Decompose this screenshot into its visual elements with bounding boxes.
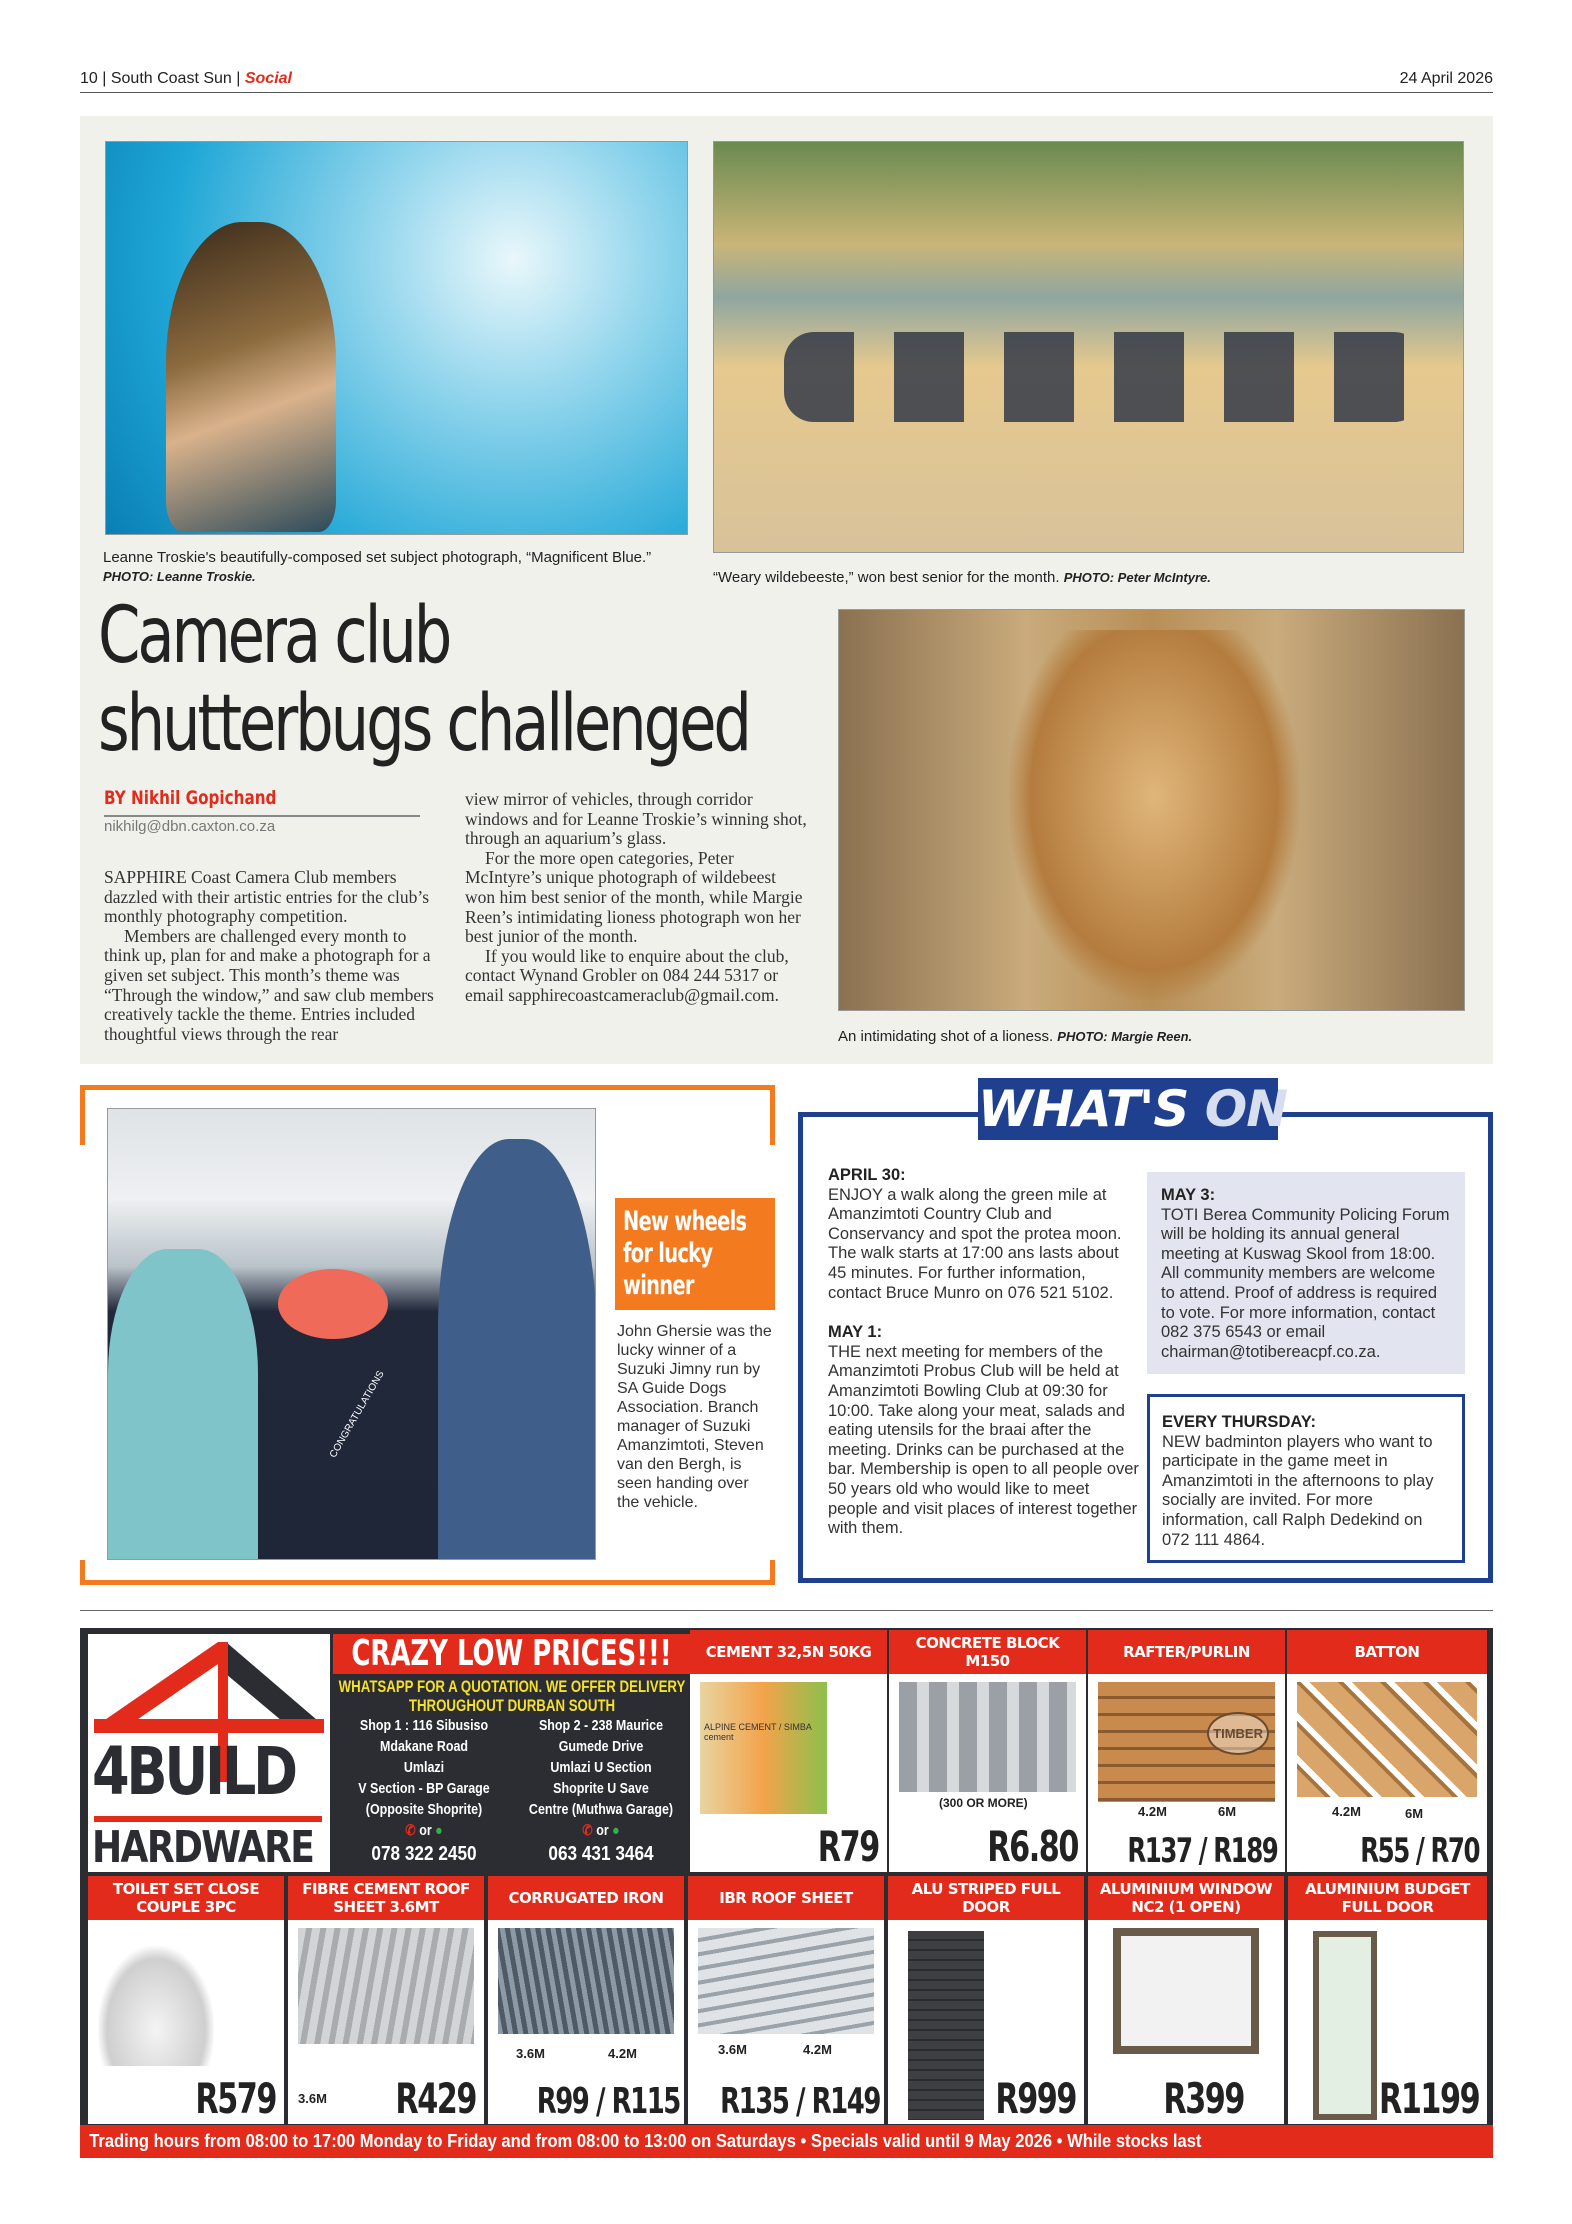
headline-line1: Camera club (98, 591, 450, 681)
shop2-phone[interactable]: 063 431 3464 (548, 1843, 654, 1865)
product-fibre-cement-sheet: FIBRE CEMENT ROOF SHEET 3.6MT 3.6M R429 (288, 1876, 484, 2124)
paper-name: South Coast Sun (110, 70, 232, 87)
byline-rule (104, 815, 420, 817)
photo-car-handover (107, 1108, 596, 1560)
paragraph: view mirror of vehicles, through corridor windows and for Leanne Troskie’s winning shot, through an aquarium’s glass. (465, 789, 807, 849)
paragraph: If you would like to enquire about the club, contact Wynand Grobler on 084 244 5317 or email sapphirecoastcameraclub@gmail.com. (465, 945, 789, 1005)
product-alu-door: ALU STRIPED FULL DOOR R999 (888, 1876, 1084, 2124)
section-divider (80, 1610, 1493, 1611)
event-may-3: MAY 3: TOTI Berea Community Policing Forum will be holding its annual general meeting at Kuswag Skool from 18:00. All community members are welcome to attend. Proof of address is required to vote. For more information, contact 082 375 6543 or email chairman@totibereacpf.co.za. (1147, 1172, 1465, 1374)
product-budget-door: ALUMINIUM BUDGET FULL DOOR R1199 (1288, 1876, 1487, 2124)
product-toilet: TOILET SET CLOSE COUPLE 3PC R579 (88, 1876, 284, 2124)
photo-wildebeest (713, 141, 1464, 553)
ad-footer-bar (80, 2125, 1493, 2158)
event-april-30: APRIL 30: ENJOY a walk along the green mile at Amanzimtoti Country Club and Conservancy and spot the protea moon. The walk starts at 17:00 ans lasts about 45 minutes. For further information, contact Bruce Munro on 076 521 5102. (828, 1166, 1122, 1302)
article-column-2 (465, 790, 810, 1006)
timber-image: TIMBER (1098, 1682, 1275, 1802)
ad-headline: CRAZY LOW PRICES!!! (333, 1634, 690, 1674)
wheels-body: John Ghersie was the lucky winner of a Suzuki Jimny run by SA Guide Dogs Association. Branch manager of Suzuki Amanzimtoti, Steven van den Bergh, is seen handing over the vehicle. (617, 1323, 772, 1511)
page-header-left: 10 | South Coast Sun | Social (80, 70, 292, 87)
ad-subheadline: WHATSAPP FOR A QUOTATION. WE OFFER DELIVERY THROUGHOUT DURBAN SOUTH (338, 1677, 686, 1715)
ad-logo (88, 1634, 330, 1872)
photo1-caption: Leanne Troskie's beautifully-composed set subject photograph, “Magnificent Blue.” PHOTO: Leanne Troskie. (103, 549, 652, 584)
whatsapp-icon: ● (435, 1823, 443, 1839)
product-cement: CEMENT 32,5N 50KG ALPINE CEMENT / SIMBA cement R79 (690, 1630, 887, 1872)
author-email[interactable]: nikhilg@dbn.caxton.co.za (104, 818, 276, 835)
event-may-1: MAY 1: THE next meeting for members of the Amanzimtoti Probus Club will be held at Amanzimtoti Bowling Club at 09:30 for 10:00. Take along your meat, salads and eating utensils for the braai after the meeting. Drinks can be purchased at the bar. Membership is open to all people over 50 years old who would like to meet people and visit places of interest together with them. (828, 1323, 1139, 1538)
shop1-address: Shop 1 : 116 Sibusiso Mdakane Road Umlazi V Section - BP Garage (Opposite Shoprite) ✆ or ● 078 322 2450 (336, 1716, 512, 1866)
product-rafter-purlin: RAFTER/PURLIN TIMBER 4.2M 6M R137 / R189 (1088, 1630, 1285, 1872)
article-column-1 (104, 868, 444, 1044)
page-number: 10 (80, 70, 98, 87)
product-concrete-block: CONCRETE BLOCK M150 (300 OR MORE) R6.80 (889, 1630, 1086, 1872)
wheels-title: New wheels for lucky winner (615, 1198, 775, 1310)
paragraph: SAPPHIRE Coast Camera Club members dazzled with their artistic entries for the club’s monthly photography competition. (104, 867, 430, 927)
ad-footer-trading-hours: Trading hours from 08:00 to 17:00 Monday to Friday and from 08:00 to 13:00 on Saturdays • Specials valid until 9 May 2026 • While stocks last (89, 2131, 1202, 2151)
byline: BY Nikhil Gopichand (104, 787, 277, 809)
photo-lioness (838, 609, 1465, 1011)
paragraph: Members are challenged every month to think up, plan for and make a photograph for a given set subject. This month’s theme was “Through the window,” and saw club members creatively tackle the theme. Entries included thoughtful views through the rear (104, 925, 434, 1044)
corrugated-iron-image (498, 1928, 674, 2034)
whats-on-title: WHAT'S ON (978, 1080, 1288, 1138)
header-rule (80, 92, 1493, 93)
shop1-phone[interactable]: 078 322 2450 (371, 1843, 477, 1865)
window-image (1113, 1928, 1259, 2054)
toilet-image (98, 1946, 214, 2066)
ibr-sheet-image (698, 1928, 874, 2034)
phone-icon: ✆ (582, 1823, 593, 1839)
ribbon-text: CONGRATULATIONS (327, 1369, 387, 1460)
photo3-caption: An intimidating shot of a lioness. PHOTO: Margie Reen. (838, 1028, 1193, 1045)
paragraph: For the more open categories, Peter McIntyre’s unique photograph of wildebeest won him best senior of the month, while Margie Reen’s intimidating lioness photograph won her best junior of the month. (465, 847, 803, 947)
cement-bags-image: ALPINE CEMENT / SIMBA cement (700, 1682, 827, 1814)
budget-door-image (1313, 1931, 1377, 2120)
roof-sheet-image (298, 1928, 474, 2044)
shop2-address: Shop 2 - 238 Maurice Gumede Drive Umlazi U Section Shoprite U Save Centre (Muthwa Garage) ✆ or ● 063 431 3464 (512, 1716, 690, 1866)
whats-on-right-column (1147, 1172, 1465, 1563)
batton-image (1297, 1682, 1477, 1797)
section-name: Social (244, 70, 292, 87)
door-image (908, 1931, 984, 2120)
product-corrugated-iron: CORRUGATED IRON 3.6M 4.2M R99 / R115 (488, 1876, 684, 2124)
logo-text: 4BUILD (92, 1733, 295, 1810)
whats-on-left-column (828, 1166, 1140, 1539)
product-batton: BATTON 4.2M 6M R55 / R70 (1287, 1630, 1487, 1872)
whatsapp-icon: ● (612, 1823, 620, 1839)
issue-date: 24 April 2026 (1399, 70, 1493, 87)
headline-line2: shutterbugs challenged (98, 679, 749, 769)
photo2-caption: “Weary wildebeeste,” won best senior for the month. PHOTO: Peter McIntyre. (713, 569, 1211, 586)
wheels-frame-bottom (80, 1560, 775, 1585)
concrete-blocks-image (899, 1682, 1076, 1792)
event-every-thursday: EVERY THURSDAY: NEW badminton players who want to participate in the game meet in Amanzimtoti in the afternoons to play socially are invited. For more information, call Ralph Dedekind on 072 111 4864. (1147, 1394, 1465, 1563)
ad-subheadline-wrap (312, 1677, 712, 1717)
product-ibr-roof-sheet: IBR ROOF SHEET 3.6M 4.2M R135 / R149 (688, 1876, 884, 2124)
photo-magnificent-blue (105, 141, 688, 535)
phone-icon: ✆ (405, 1823, 416, 1839)
product-aluminium-window: ALUMINIUM WINDOW NC2 (1 OPEN) R399 (1088, 1876, 1284, 2124)
logo-subtext: HARDWARE (92, 1822, 314, 1872)
